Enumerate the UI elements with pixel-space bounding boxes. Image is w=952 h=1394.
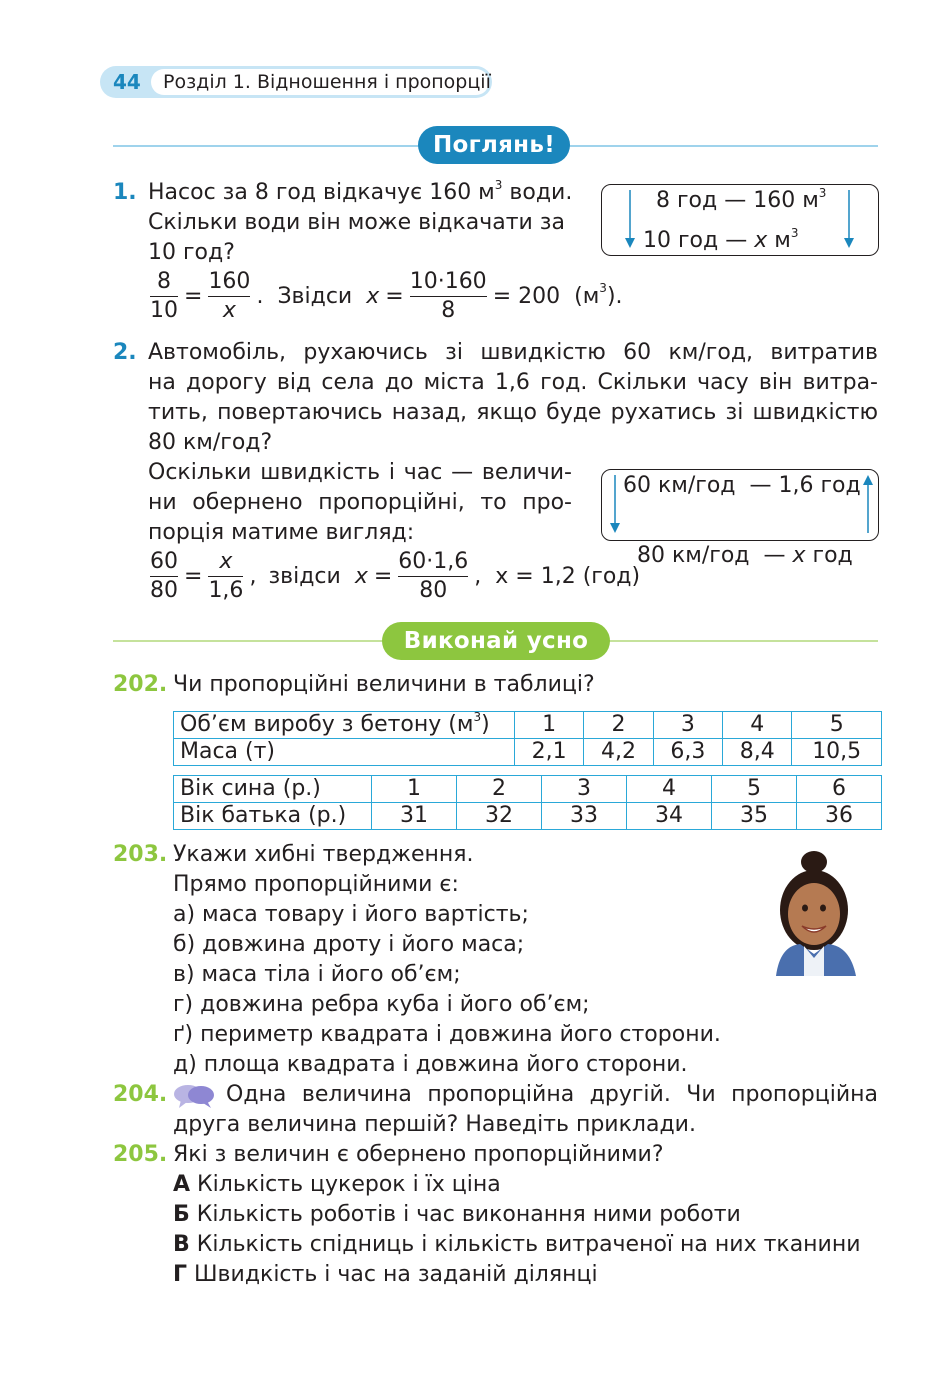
table-cell: 36 — [797, 803, 882, 830]
table-cell: 4 — [723, 712, 792, 739]
ex2-reason3: порція матиме вигляд: — [148, 520, 415, 545]
chapter-title: Розділ 1. Відношення і пропорції — [163, 71, 491, 93]
task-205-number: 205. — [113, 1142, 168, 1167]
down-arrow-icon — [623, 188, 637, 250]
table-cell: 2 — [584, 712, 653, 739]
ex1-line2: Скільки води він може відкачати за — [148, 210, 565, 235]
table-cell: 3 — [542, 776, 627, 803]
task-204-line1: Одна величина пропорційна другій. Чи пропорційна — [226, 1082, 878, 1107]
table-cell: Маса (т) — [174, 739, 515, 766]
ex2-reason2: ни обернено пропорційні, то про- — [148, 490, 572, 515]
ex2-equation: $\frac{60}{80}$ = $\frac{x}{1,6}$ , звідси x = $\frac{60\cdot 1,6}{80}$ , x = 1,2 (год) — [150, 549, 641, 603]
down-arrow-icon — [608, 473, 622, 535]
option-b: Б Кількість роботів і час виконання ними роботи — [173, 1202, 741, 1227]
table-cell: 4 — [627, 776, 712, 803]
task-203-line: в) маса тіла і його об’єм; — [173, 962, 461, 987]
ex1-box-row1: 8 год — 160 $м^3$ — [656, 185, 827, 213]
task-204-number: 204. — [113, 1082, 168, 1107]
task-203-number: 203. — [113, 842, 168, 867]
table-cell: 31 — [372, 803, 457, 830]
table-row — [174, 803, 882, 830]
option-a: А Кількість цукерок і їх ціна — [173, 1172, 501, 1197]
page-number: 44 — [113, 70, 141, 94]
look-banner: Поглянь! — [418, 126, 570, 164]
table-cell: 5 — [792, 712, 882, 739]
task-203-line: б) довжина дроту і його маса; — [173, 932, 525, 957]
ex2-box-row1: 60 км/год — 1,6 год — [623, 473, 861, 498]
task-203-line: ґ) периметр квадрата і довжина його сторони. — [173, 1022, 721, 1047]
task-203-line: д) площа квадрата і довжина його сторони. — [173, 1052, 688, 1077]
table-cell: 4,2 — [584, 739, 653, 766]
table-cell: 32 — [457, 803, 542, 830]
ex2-number: 2. — [113, 340, 137, 365]
ex1-line1: Насос за 8 год відкачує 160 $м^3$ води. — [148, 177, 573, 205]
table-cell: 8,4 — [723, 739, 792, 766]
speech-bubbles-icon — [173, 1083, 215, 1109]
ex1-box-row2: 10 год — x $м^3$ — [643, 225, 799, 253]
ex2-line3: тить, повертаючись назад, якщо буде рухатись зі швидкістю — [148, 400, 878, 425]
oral-banner: Виконай усно — [382, 622, 610, 660]
table-cell: 34 — [627, 803, 712, 830]
table-cell: 10,5 — [792, 739, 882, 766]
up-arrow-icon — [861, 473, 875, 535]
concrete-table — [173, 711, 882, 766]
table-row — [174, 712, 882, 739]
option-g: Г Швидкість і час на заданій ділянці — [173, 1262, 598, 1287]
ex2-box-row2: 80 км/год — x год — [637, 543, 853, 568]
task-202-text: Чи пропорційні величини в таблиці? — [173, 672, 595, 697]
task-203-line: а) маса товару і його вартість; — [173, 902, 529, 927]
table-cell: 3 — [653, 712, 722, 739]
table-cell: 1 — [515, 712, 584, 739]
ex1-equation: $\frac{8}{10}$ = $\frac{160}{x}$ . Звідси x = $\frac{10\cdot 160}{8}$ = 200 $(м^3)$. — [150, 269, 623, 323]
down-arrow-icon — [842, 188, 856, 250]
table-cell: Об’єм виробу з бетону $(м^3)$ — [174, 712, 515, 739]
ex2-reason1: Оскільки швидкість і час — величи- — [148, 460, 572, 485]
table-cell: Вік сина (р.) — [174, 776, 372, 803]
table-cell: 2 — [457, 776, 542, 803]
table-cell: Вік батька (р.) — [174, 803, 372, 830]
table-row — [174, 739, 882, 766]
task-205-text: Які з величин є обернено пропорційними? — [173, 1142, 664, 1167]
task-203-line: Прямо пропорційними є: — [173, 872, 459, 897]
table-cell: 2,1 — [515, 739, 584, 766]
age-table — [173, 775, 882, 830]
table-cell: 6 — [797, 776, 882, 803]
task-202-number: 202. — [113, 672, 168, 697]
ex2-line2: на дорогу від села до міста 1,6 год. Скільки часу він витра- — [148, 370, 878, 395]
task-204-line2: друга величина першій? Наведіть приклади. — [173, 1112, 696, 1137]
ex2-line4: 80 км/год? — [148, 430, 273, 455]
task-203-line: Укажи хибні твердження. — [173, 842, 474, 867]
table-cell: 5 — [712, 776, 797, 803]
ex1-number: 1. — [113, 180, 137, 205]
table-cell: 33 — [542, 803, 627, 830]
girl-photo — [770, 848, 862, 976]
table-cell: 6,3 — [653, 739, 722, 766]
ex1-line3: 10 год? — [148, 240, 235, 265]
table-row — [174, 776, 882, 803]
option-v: В Кількість спідниць і кількість витраченої на них тканини — [173, 1232, 861, 1257]
task-203-line: г) довжина ребра куба і його об’єм; — [173, 992, 590, 1017]
table-cell: 1 — [372, 776, 457, 803]
table-cell: 35 — [712, 803, 797, 830]
ex2-line1: Автомобіль, рухаючись зі швидкістю 60 км/год, витратив — [148, 340, 878, 365]
